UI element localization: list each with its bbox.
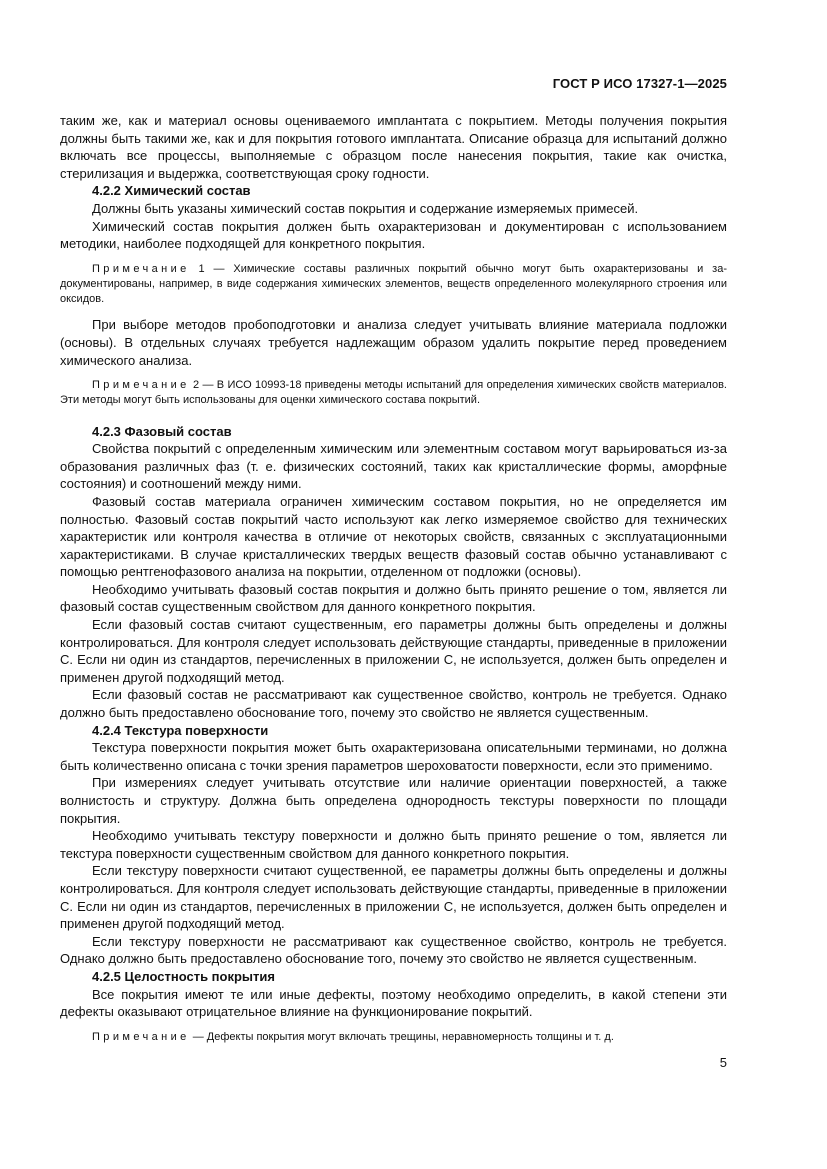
paragraph: Фазовый состав материала ограничен химическим составом покрытия, но не определяется им полностью. Фазовый состав покрытий часто используют как легко измеряемое свойство для технических характеристик или контроля качества в отличие от некоторых свойств, связанных с эксплуатационными характеристиками. В случае кристаллических твердых веществ фазовый состав обычно устанавливают с помощью рентгенофазового анализа на покрытии, отделенном от подложки (основы). [60, 493, 727, 580]
section-heading-4-2-3: 4.2.3 Фазовый состав [92, 423, 232, 439]
note-1 [60, 262, 727, 308]
paragraph: Если текстуру поверхности не рассматривают как существенное свойство, контроль не требуется. Однако должно быть предоставлено обоснование того, почему это свойство не является существенным. [60, 933, 727, 967]
note-text: 1 — Химические составы различных покрытий обычно могут быть охарактеризованы и задокументированы, например, в виде содержания химических элементов, веществ определенного молекулярного строения или оксидов. [60, 262, 727, 306]
note-text: 2 — В ИСО 10993-18 приведены методы испытаний для определения химических свойств материалов. Эти методы могут быть использованы для оценки химического состава покрытий. [60, 379, 727, 407]
paragraph: Если текстуру поверхности считают существенной, ее параметры должны быть определены и должны контролироваться. Для контроля следует использовать действующие стандарты, приведенные в приложении С. Если ни один из стандартов, перечисленных в приложении С, не используется, должен быть определен и применен другой подходящий метод. [60, 863, 727, 932]
paragraph-intro: таким же, как и материал основы оцениваемого имплантата с покрытием. Методы получения покрытия должны быть такими же, как и для покрытия готового имплантата. Описание образца для испытаний должно включать все процессы, выполняемые с образцом после нанесения покрытия, такие как очистка, стерилизация и выдержка, соответствующая сроку годности. [60, 113, 727, 181]
paragraph: Необходимо учитывать фазовый состав покрытия и должно быть принято решение о том, является ли фазовый состав существенным свойством для данного конкретного покрытия. [60, 581, 727, 615]
note-3 [60, 1030, 727, 1045]
paragraph: Свойства покрытий с определенным химическим или элементным составом могут варьироваться из-за образования различных фаз (т. е. физических состояний, таких как кристаллические формы, аморфные состояния) и соотношений между ними. [60, 441, 727, 492]
paragraph: При измерениях следует учитывать отсутствие или наличие ориентации поверхностей, а также волнистость и структуру. Должна быть определена однородность текстуры поверхности по площади покрытия. [60, 775, 727, 826]
note-label: Примечание [92, 379, 190, 392]
section-heading-4-2-4: 4.2.4 Текстура поверхности [92, 722, 269, 738]
section-heading-4-2-2: 4.2.2 Химический состав [92, 183, 251, 199]
paragraph: При выборе методов пробоподготовки и анализа следует учитывать влияние материала подложки (основы). В отдельных случаях требуется надлежащим образом удалить покрытие перед проведением химического анализа. [60, 317, 727, 368]
paragraph: Если фазовый состав считают существенным, его параметры должны быть определены и должны контролироваться. Для контроля следует использовать действующие стандарты, приведенные в приложении С. Если ни один из стандартов, перечисленных в приложении С, не используется, должен быть определен и применен другой подходящий метод. [60, 617, 727, 685]
document-body [60, 112, 727, 1045]
paragraph: Должны быть указаны химический состав покрытия и содержание измеряемых примесей. [92, 200, 639, 216]
page-number: 5 [719, 1055, 727, 1070]
paragraph: Текстура поверхности покрытия может быть охарактеризована описательными терминами, но должна быть количественно описана с точки зрения параметров шероховатости поверхности, если это применимо. [60, 740, 727, 773]
paragraph: Химический состав покрытия должен быть охарактеризован и документирован с использованием методики, наиболее подходящей для конкретного покрытия. [60, 218, 727, 252]
note-label: Примечание [92, 262, 190, 275]
paragraph: Если фазовый состав не рассматривают как существенное свойство, контроль не требуется. Однако должно быть предоставлено обоснование того, почему это свойство не является существенным. [60, 687, 727, 721]
paragraph: Все покрытия имеют те или иные дефекты, поэтому необходимо определить, в какой степени эти дефекты оказывают отрицательное влияние на функционирование покрытий. [60, 986, 727, 1020]
note-2 [60, 378, 727, 408]
note-label: Примечание [92, 1030, 190, 1043]
note-text: — Дефекты покрытия могут включать трещины, неравномерность толщины и т. д. [189, 1030, 614, 1043]
document-header: ГОСТ Р ИСО 17327-1—2025 [552, 76, 727, 91]
section-heading-4-2-5: 4.2.5 Целостность покрытия [92, 968, 275, 984]
paragraph: Необходимо учитывать текстуру поверхности и должно быть принято решение о том, является ли текстура поверхности существенным свойством для данного конкретного покрытия. [60, 828, 727, 861]
